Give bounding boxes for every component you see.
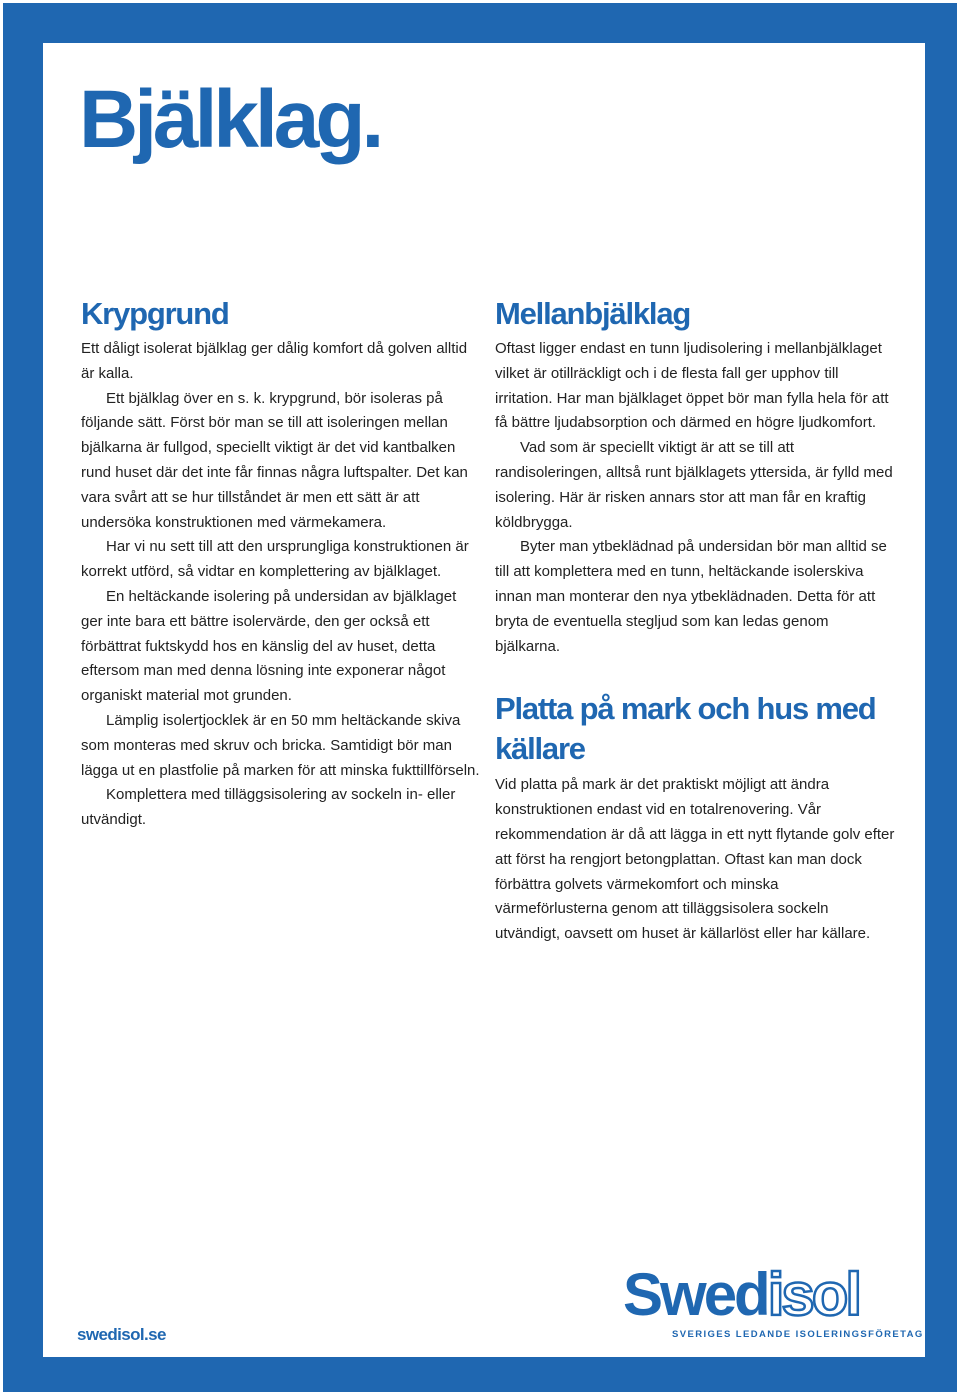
- section-heading-mellanbjalklag: Mellanbjälklag: [495, 296, 691, 331]
- paragraph: Vad som är speciellt viktigt är att se till att randisoleringen, alltså runt bjälklagets yttersida, är fylld med isolering. Här är risken annars stor att man får en kraftig köldbrygga.: [495, 439, 893, 531]
- logo-part-swed: Swed: [623, 1261, 768, 1328]
- paragraph: Lämplig isolertjocklek är en 50 mm heltäckande skiva som monteras med skruv och bricka. Samtidigt bör man lägga ut en plastfolie på marken för att minska fukttillförseln.: [81, 711, 480, 779]
- paragraph: Byter man ytbeklädnad på undersidan bör man alltid se till att komplettera med en tunn, heltäckande isolerskiva innan man monterar den nya ytbeklädnaden. Detta för att bryta de eventuella stegljud som kan ledas genom bjälkarna.: [495, 538, 887, 655]
- page-title: Bjälklag.: [79, 74, 381, 165]
- swedisol-logo: [623, 1261, 924, 1343]
- paragraph: En heltäckande isolering på undersidan av bjälklaget ger inte bara ett bättre isolervärde, den ger också ett förbättrat fuktskydd hos en känslig del av huset, detta eftersom man med denna lösning inte exponerar något organiskt material mot grunden.: [81, 587, 457, 705]
- logo-tagline: SVERIGES LEDANDE ISOLERINGSFÖRETAG: [672, 1329, 924, 1340]
- paragraph: Oftast ligger endast en tunn ljudisolering i mellanbjälklaget vilket är otillräckligt och i de flesta fall ger upphov till irritation. Har man bjälklaget öppet bör man fylla hela för att få bättre ljudabsorption och därmed en högre ljudkomfort.: [495, 340, 889, 432]
- logo-wordmark: [623, 1261, 860, 1328]
- paragraph: Vid platta på mark är det praktiskt möjligt att ändra konstruktionen endast vid en totalrenovering. Vår rekommendation är då att lägga in ett nytt flytande golv efter att först ha rengjort betongplattan. Oftast kan man dock förbättra golvets värmekomfort och minska värmeförlusterna genom att tilläggsisolera sockeln utvändigt, oavsett om huset är källarlöst eller har källare.: [495, 776, 895, 943]
- logo-part-isol: isol: [767, 1261, 860, 1328]
- column-left: [81, 295, 481, 833]
- paragraph: Ett bjälklag över en s. k. krypgrund, bör isoleras på följande sätt. Först bör man se till att isoleringen mellan bjälkarna är fullgod, speciellt viktigt är det vid kantbalken rund huset där det inte får finnas några luftspalter. Det kan vara svårt att se hur tillståndet är men ett sätt är att undersöka konstruktionen med värmekamera.: [81, 389, 468, 531]
- paragraph: Komplettera med tilläggsisolering av sockeln in- eller utvändigt.: [81, 786, 456, 829]
- column-right: [495, 295, 895, 947]
- paragraph: Ett dåligt isolerat bjälklag ger dålig komfort då golven alltid är kalla.: [81, 340, 468, 382]
- paragraph: Har vi nu sett till att den ursprungliga konstruktionen är korrekt utförd, så vidtar en komplettering av bjälklaget.: [81, 538, 469, 581]
- section-heading-platta: Platta på mark och hus med källare: [495, 691, 876, 767]
- page-border: [3, 3, 957, 1392]
- website-link[interactable]: swedisol.se: [77, 1325, 166, 1344]
- section-heading-krypgrund: Krypgrund: [81, 296, 229, 331]
- page: [43, 43, 925, 1357]
